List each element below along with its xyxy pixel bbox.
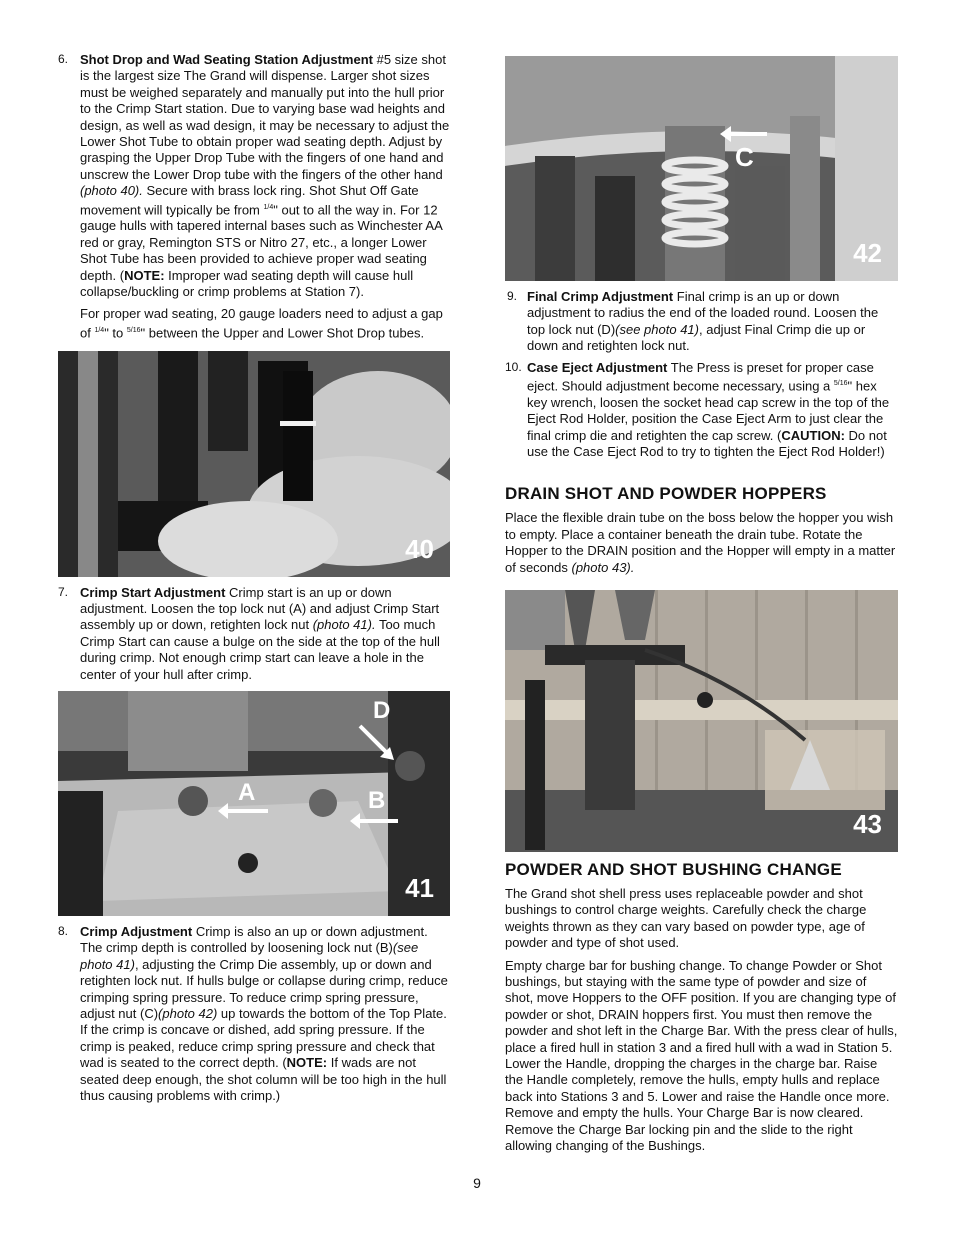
photo-41 <box>58 691 450 916</box>
bushing-paragraph-2: Empty charge bar for bushing change. To change Powder or Shot bushings, but staying with the same type of powder and size of shot, move Hoppers to the OFF position. If you are changing type of powder or shot, DRAIN hoppers first. You must then remove the powder and shot left in the Charge Bar. With the press clear of hulls, place a fired hull in station 3 and a fired hull with a wad in Station 5. Lower the Handle, dropping the charges in the charge bar. Raise the Handle completely, remove the hulls, empty hulls and replace back into Stations 3 and 5. Lower and raise the Handle once more. Remove and empty the hulls. Your Charge Bar is now cleared. Remove the Charge Bar locking pin and the slide to the right allowing changing of the Bushings. <box>505 957 898 1154</box>
marker-a: A <box>238 779 256 806</box>
photo-41-label: 41 <box>405 873 434 903</box>
marker-b: B <box>368 787 386 814</box>
item-6-title: Shot Drop and Wad Seating Station Adjustment <box>80 52 373 67</box>
marker-d: D <box>373 697 391 724</box>
instruction-item-8 <box>58 924 450 1104</box>
page-number: 9 <box>473 1175 481 1191</box>
item-number: 7. <box>58 584 69 599</box>
marker-c: C <box>735 142 754 172</box>
right-column <box>505 56 898 1155</box>
item-number: 9. <box>507 289 518 303</box>
item-8-text: Crimp Adjustment Crimp is also an up or down adjustment. The crimp depth is controlled by loosening lock nut (B)(see photo 41), adjusting the Crimp Die assembly, up or down and retighten lock nut. If hulls bulge or collapse during crimp, reduce crimping spring pressure. To reduce crimp spring pressure, adjust nut (C)(photo 42) up towards the bottom of the Top Plate. If the crimp is concave or dished, add spring pressure. If the crimp is peaked, reduce crimp spring pressure and check that wad is seated to the correct depth. (NOTE: If wads are not seated deep enough, the shot column will be too high in the hull thus causing problems with crimp.) <box>80 924 448 1104</box>
item-9-title: Final Crimp Adjustment <box>527 289 674 304</box>
instruction-item-9 <box>505 289 898 355</box>
item-6-text: Shot Drop and Wad Seating Station Adjustment #5 size shot is the largest size The Grand will dispense. Larger shot sizes must be weighed separately and manually put into the hull prior to the Crimp Start station. Due to varying base wad heights and design, as well as wad design, it may be necessary to adjust the Lower Shot Tube to obtain proper wad seating depth. Adjust by grasping the Upper Drop Tube with the fingers of one hand and unscrew the Lower Drop tube with the fingers of the other hand (photo 40). Secure with brass lock ring. Shot Shut Off Gate movement will typically be from $^{1/4}$" out to all the way in. For 12 gauge hulls with tapered internal bases such as Winchester AA red or gray, Remington STS or Nitro 27, etc., a longer Lower Shot Tube has been provided to achieve proper wad seating depth. (NOTE: Improper wad seating depth will cause hull collapse/buckling or crimp problems at Station 7). <box>80 52 450 300</box>
item-number: 8. <box>58 924 69 938</box>
bushing-heading: POWDER AND SHOT BUSHING CHANGE <box>505 860 842 880</box>
left-column <box>58 52 450 1104</box>
photo-42-label: 42 <box>853 238 882 268</box>
item-10-text: Case Eject Adjustment The Press is preset for proper case eject. Should adjustment become necessary, using a $^{5/16}$" hex key wrench, loosen the socket head cap screw in the top of the Eject Rod Holder, position the Case Eject Arm to just clear the final crimp die and retighten the cap screw. (CAUTION: Do not use the Case Eject Rod to try to tighten the Eject Rod Holder!) <box>527 359 890 459</box>
drain-heading: DRAIN SHOT AND POWDER HOPPERS <box>505 484 827 504</box>
drain-text: Place the flexible drain tube on the boss below the hopper you wish to empty. Place a container beneath the drain tube. Rotate the Hopper to the DRAIN position and the Hopper will empty in a matter of seconds (photo 43). <box>505 510 896 575</box>
photo-42-image <box>505 56 898 281</box>
photo-40 <box>58 351 450 577</box>
photo-42 <box>505 56 898 281</box>
item-10-title: Case Eject Adjustment <box>527 359 668 375</box>
instruction-item-7 <box>58 585 450 683</box>
item-6-paragraph-2: For proper wad seating, 20 gauge loaders need to adjust a gap of $^{1/4}$" to $^{5/16}$" between the Upper and Lower Shot Drop tubes. <box>80 306 443 341</box>
photo-43 <box>505 590 898 852</box>
photo-40-image <box>58 351 450 577</box>
photo-43-label: 43 <box>853 809 882 840</box>
item-7-title: Crimp Start Adjustment <box>80 584 226 600</box>
bushing-paragraph-1: The Grand shot shell press uses replaceable powder and shot bushings to control charge weights. Carefully check the charge weights thrown as they can vary based on powder type, age of powder and type of shot used. <box>505 886 867 951</box>
item-9-text: Final Crimp Adjustment Final crimp is an up or down adjustment to radius the end of the loaded round. Loosen the top lock nut (D)(see photo 41), adjust Final Crimp die up or down and retighten lock nut. <box>527 289 879 354</box>
item-number: 6. <box>58 52 69 66</box>
instruction-item-6 <box>58 52 450 300</box>
item-7-text: Crimp Start Adjustment Crimp start is an up or down adjustment. Loosen the top lock nut (A) and adjust Crimp Start assembly up or down, retighten lock nut (photo 41). Too much Crimp Start can cause a bulge on the side at the top of the hull during crimp. Not enough crimp start can leave a hole in the center of your hull after crimp. <box>80 584 440 682</box>
item-number: 10. <box>505 359 522 374</box>
photo-43-image <box>505 590 898 852</box>
photo-40-label: 40 <box>405 533 434 564</box>
item-8-title: Crimp Adjustment <box>80 924 193 939</box>
instruction-item-10 <box>505 360 898 461</box>
